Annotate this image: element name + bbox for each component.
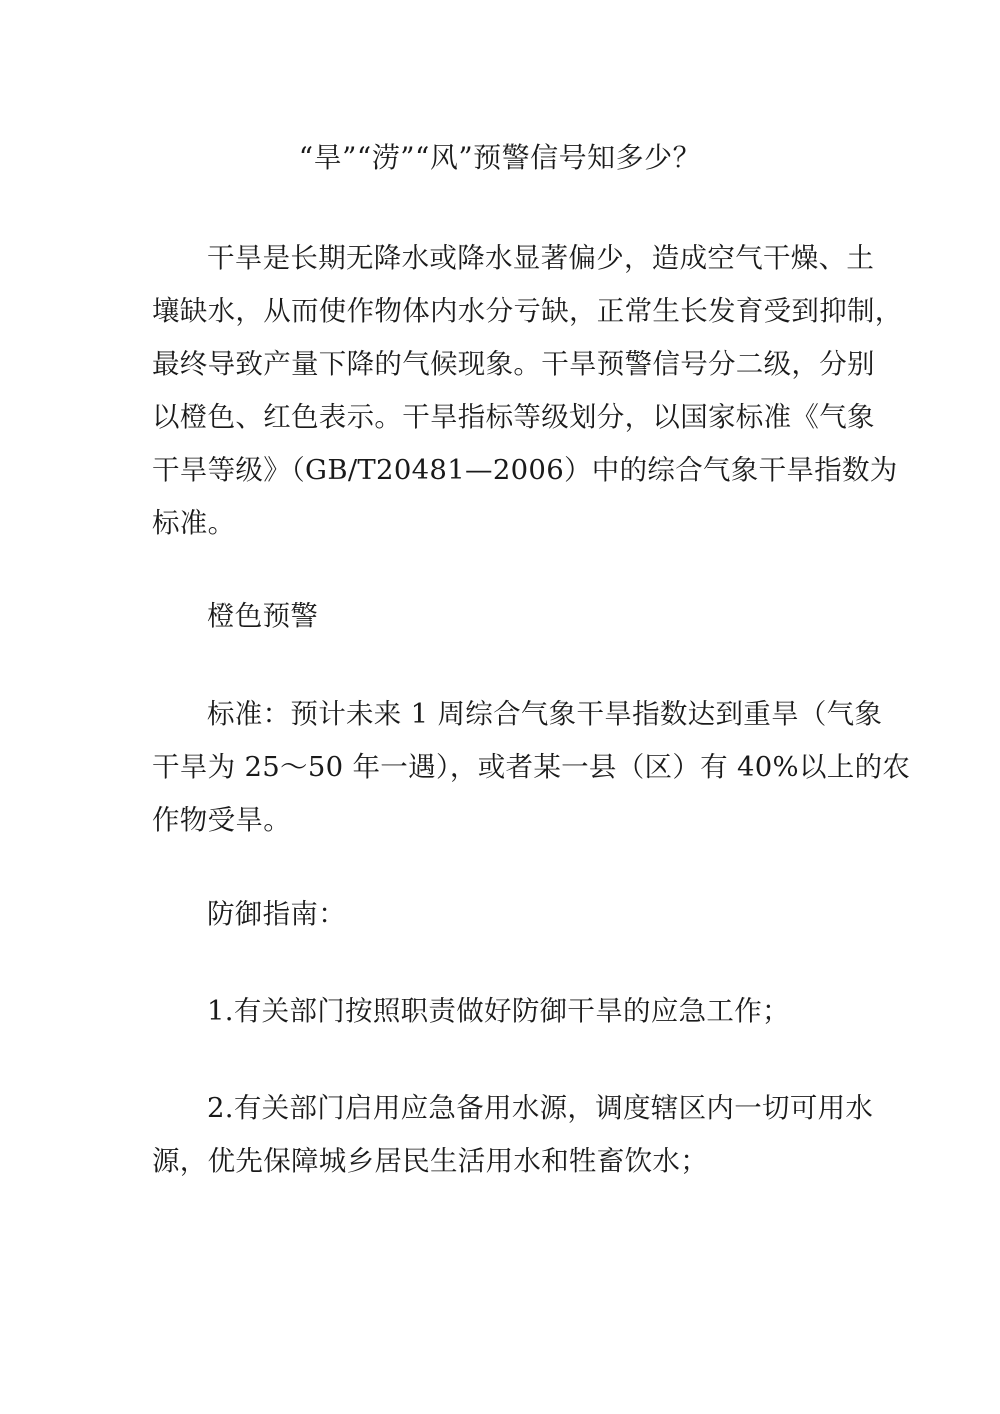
standard-line-3: 作物受旱。 bbox=[152, 804, 291, 836]
intro-line-1: 干旱是长期无降水或降水显著偏少，造成空气干燥、土 bbox=[207, 242, 875, 274]
intro-line-5: 干旱等级》（GB/T20481—2006）中的综合气象干旱指数为 bbox=[152, 454, 898, 486]
intro-line-2: 壤缺水，从而使作物体内水分亏缺，正常生长发育受到抑制， bbox=[152, 295, 903, 327]
defense-item-2-line-2: 源，优先保障城乡居民生活用水和牲畜饮水； bbox=[152, 1145, 708, 1177]
defense-guide-heading: 防御指南： bbox=[207, 898, 346, 930]
intro-line-4: 以橙色、红色表示。干旱指标等级划分，以国家标准《气象 bbox=[152, 401, 875, 433]
standard-line-1: 标准：预计未来 1 周综合气象干旱指数达到重旱（气象 bbox=[207, 698, 883, 730]
page-title: “旱”“涝”“风”预警信号知多少？ bbox=[298, 141, 702, 174]
standard-line-2: 干旱为 25～50 年一遇），或者某一县（区）有 40%以上的农 bbox=[152, 751, 911, 783]
defense-item-2-line-1: 2.有关部门启用应急备用水源，调度辖区内一切可用水 bbox=[207, 1092, 874, 1124]
intro-line-6: 标准。 bbox=[152, 507, 236, 539]
intro-line-3: 最终导致产量下降的气候现象。干旱预警信号分二级，分别 bbox=[152, 348, 875, 380]
orange-warning-heading: 橙色预警 bbox=[207, 600, 319, 632]
defense-item-1: 1.有关部门按照职责做好防御干旱的应急工作； bbox=[207, 995, 790, 1027]
